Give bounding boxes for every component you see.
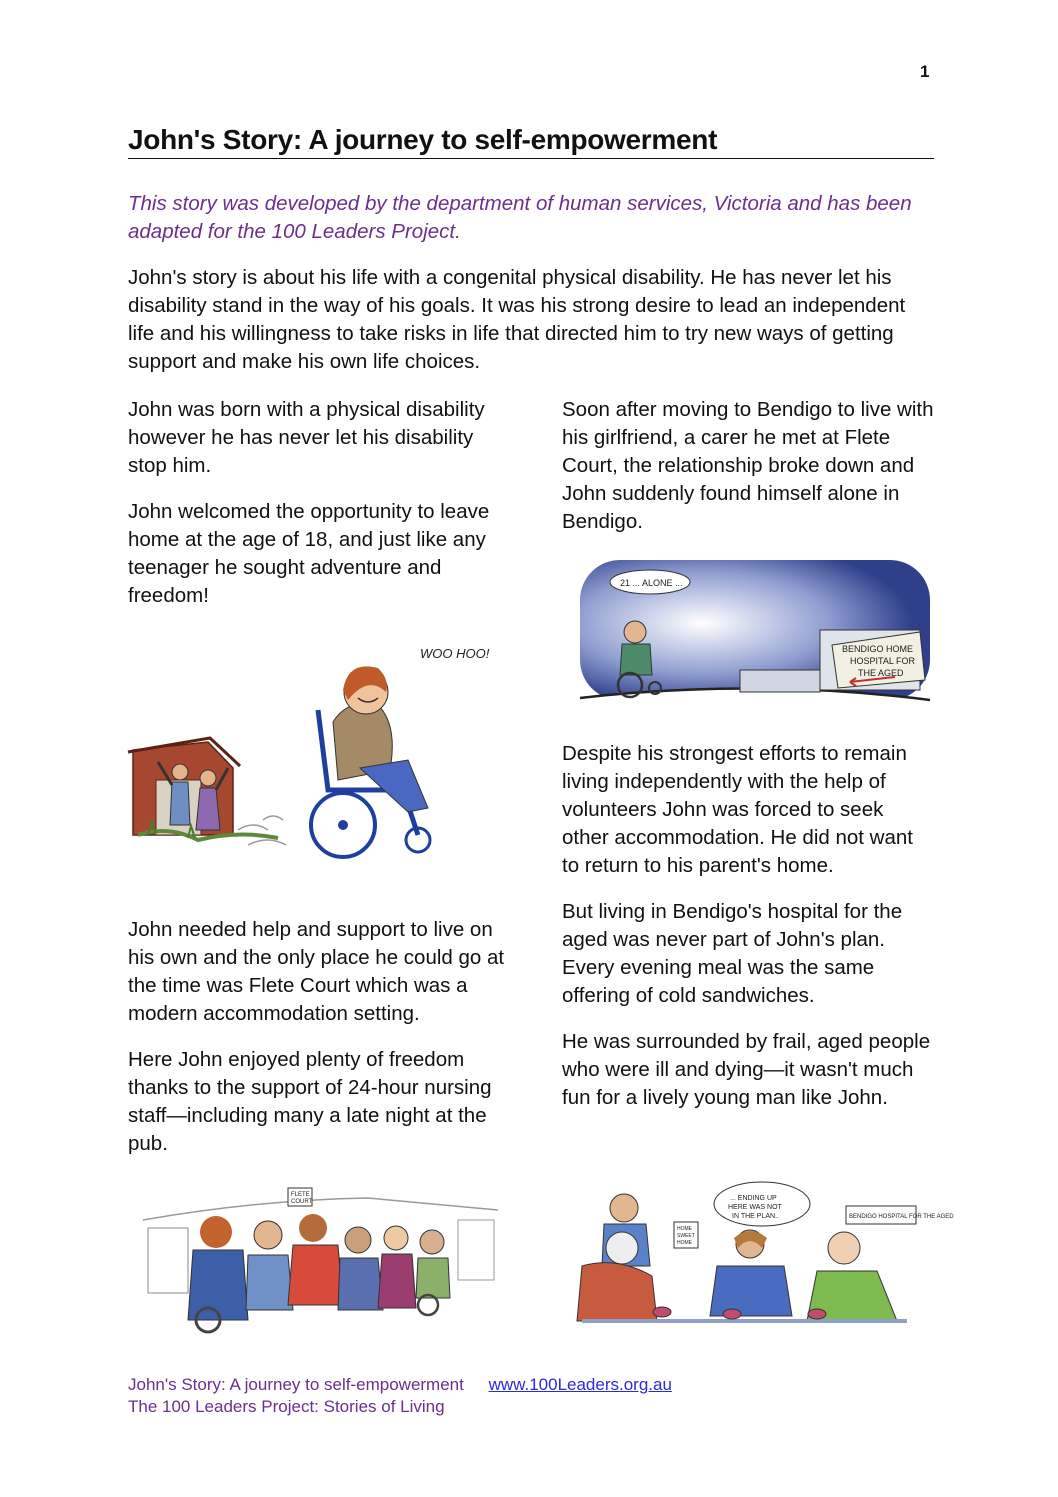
flete-court-illustration — [138, 1180, 508, 1340]
right-paragraph-3: But living in Bendigo's hospital for the aged was never part of John's plan. Every evening meal was the same offering of cold sandwiches. — [562, 900, 903, 1007]
plan-bubble-line2: HERE WAS NOT — [728, 1204, 782, 1211]
hospital-sign-line1: BENDIGO HOME — [842, 644, 914, 654]
right-column-bottom — [562, 740, 934, 1130]
right-column-top — [562, 396, 934, 554]
john-wheelchair-figure — [311, 666, 430, 857]
flete-sign-line2: COURT — [291, 1199, 313, 1205]
intro-text: This story was developed by the department of human services, Victoria and has been adapted for the 100 Leaders Project. — [128, 192, 912, 243]
page-number: 1 — [920, 62, 930, 81]
dining-sign: BENDIGO HOSPITAL FOR THE AGED — [849, 1214, 954, 1220]
hospital-sign-line3: THE AGED — [858, 668, 904, 678]
menu-line1: HOME — [677, 1226, 692, 1232]
right-paragraph-1: Soon after moving to Bendigo to live with his girlfriend, a carer he met at Flete Court, the relationship broke down and John suddenly found himself alone in Bendigo. — [562, 398, 934, 533]
right-paragraph-4: He was surrounded by frail, aged people who were ill and dying—it wasn't much fun for a lively young man like John. — [562, 1030, 931, 1109]
menu-line2: SWEET — [677, 1233, 695, 1239]
page-footer — [128, 1374, 672, 1418]
left-paragraph-3: John needed help and support to live on his own and the only place he could go at the time was Flete Court which was a modern accommodation setting. — [128, 918, 505, 1025]
hospital-sign-line2: HOSPITAL FOR — [850, 656, 916, 666]
plan-bubble-line1: ... ENDING UP — [730, 1195, 777, 1202]
residents-group — [188, 1214, 450, 1332]
alone-in-bendigo-illustration — [580, 560, 930, 720]
left-column-bottom — [128, 916, 508, 1176]
menu-line3: HOME — [677, 1240, 692, 1246]
footer-website-link[interactable]: www.100Leaders.org.au — [488, 1375, 672, 1394]
footer-story-title: John's Story: A journey to self-empowerment — [128, 1375, 464, 1394]
hospital-dining-illustration — [562, 1186, 954, 1336]
woohoo-caption: WOO HOO! — [420, 646, 490, 661]
lead-paragraph: John's story is about his life with a congenital physical disability. He has never let his disability stand in the way of his goals. It was his strong desire to lead an independent life and his willingness to take risks in life that directed him to try new ways of getting support and make his own life choices. — [128, 266, 906, 373]
left-paragraph-1: John was born with a physical disability however he has never let his disability stop him. — [128, 398, 485, 477]
leaving-home-illustration — [128, 630, 508, 890]
left-column-top — [128, 396, 508, 628]
left-paragraph-4: Here John enjoyed plenty of freedom thanks to the support of 24-hour nursing staff—including many a late night at the pub. — [128, 1048, 492, 1155]
right-paragraph-2: Despite his strongest efforts to remain living independently with the help of volunteers John was forced to seek other accommodation. He did not want to return to his parent's home. — [562, 742, 913, 877]
alone-thought-bubble: 21 ... ALONE ... — [620, 578, 683, 588]
flete-sign-line1: FLETE — [291, 1192, 310, 1198]
left-paragraph-2: John welcomed the opportunity to leave home at the age of 18, and just like any teenager he sought adventure and freedom! — [128, 500, 490, 607]
footer-project-name: The 100 Leaders Project: Stories of Living — [128, 1397, 445, 1416]
plan-bubble-line3: IN THE PLAN.. — [732, 1213, 779, 1220]
page-title: John's Story: A journey to self-empowerment — [128, 124, 934, 159]
